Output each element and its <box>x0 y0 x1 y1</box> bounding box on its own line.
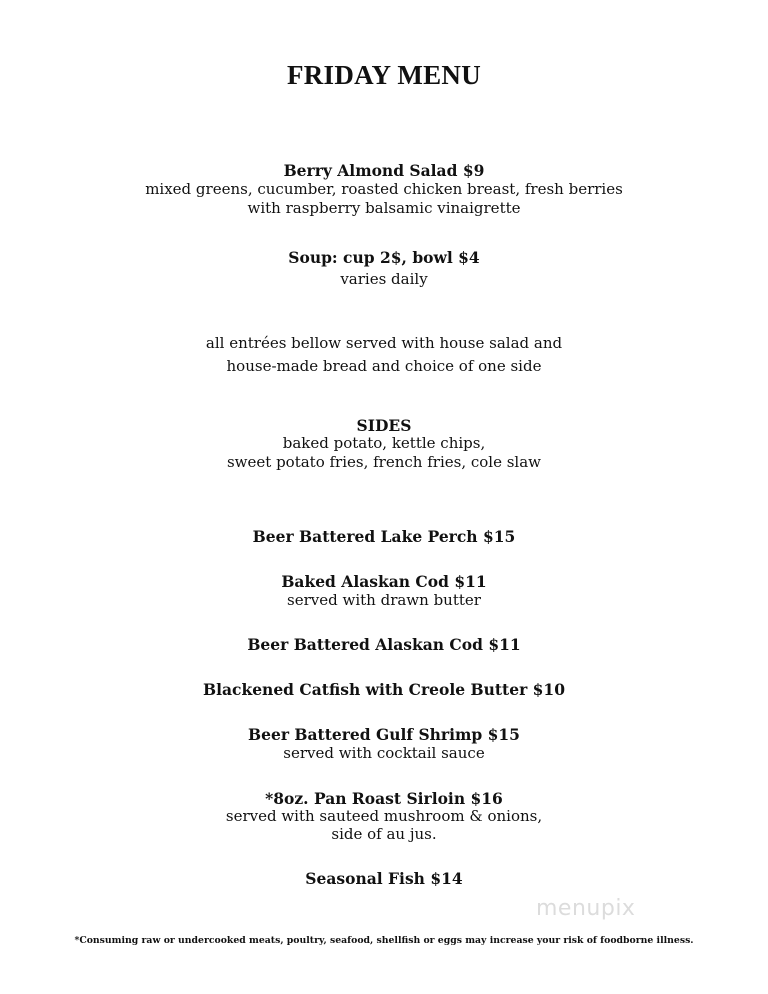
food-safety-disclaimer: *Consuming raw or undercooked meats, poultry, seafood, shellfish or eggs may increase your risk of foodborne illness. <box>74 935 694 946</box>
entree-description: served with cocktail sauce <box>283 744 485 762</box>
salad-name: Berry Almond Salad $9 <box>283 161 485 180</box>
entree-name: *8oz. Pan Roast Sirloin $16 <box>265 789 503 808</box>
salad-description-line1: mixed greens, cucumber, roasted chicken breast, fresh berries <box>145 180 623 198</box>
entree-description: served with drawn butter <box>287 591 481 609</box>
menu-title: FRIDAY MENU <box>286 60 482 90</box>
entree-name: Baked Alaskan Cod $11 <box>281 572 487 591</box>
entree-name: Seasonal Fish $14 <box>305 869 463 888</box>
soup-description: varies daily <box>340 270 428 288</box>
entree-name: Beer Battered Lake Perch $15 <box>252 527 516 546</box>
salad-description-line2: with raspberry balsamic vinaigrette <box>247 199 521 217</box>
entree-name: Beer Battered Alaskan Cod $11 <box>247 635 521 654</box>
entree-name: Blackened Catfish with Creole Butter $10 <box>202 680 565 699</box>
entree-description-line1: served with sauteed mushroom & onions, <box>225 807 543 825</box>
sides-line1: baked potato, kettle chips, <box>282 434 486 452</box>
sides-line2: sweet potato fries, french fries, cole slaw <box>226 453 542 471</box>
watermark-logo: menupix <box>536 896 636 921</box>
entree-name: Beer Battered Gulf Shrimp $15 <box>248 725 520 744</box>
entree-description-line2: side of au jus. <box>331 825 437 843</box>
entree-note-line2: house-made bread and choice of one side <box>226 357 542 375</box>
sides-heading: SIDES <box>356 416 412 435</box>
soup-name: Soup: cup 2$, bowl $4 <box>288 248 480 267</box>
entree-note-line1: all entrées bellow served with house salad and <box>205 334 563 352</box>
